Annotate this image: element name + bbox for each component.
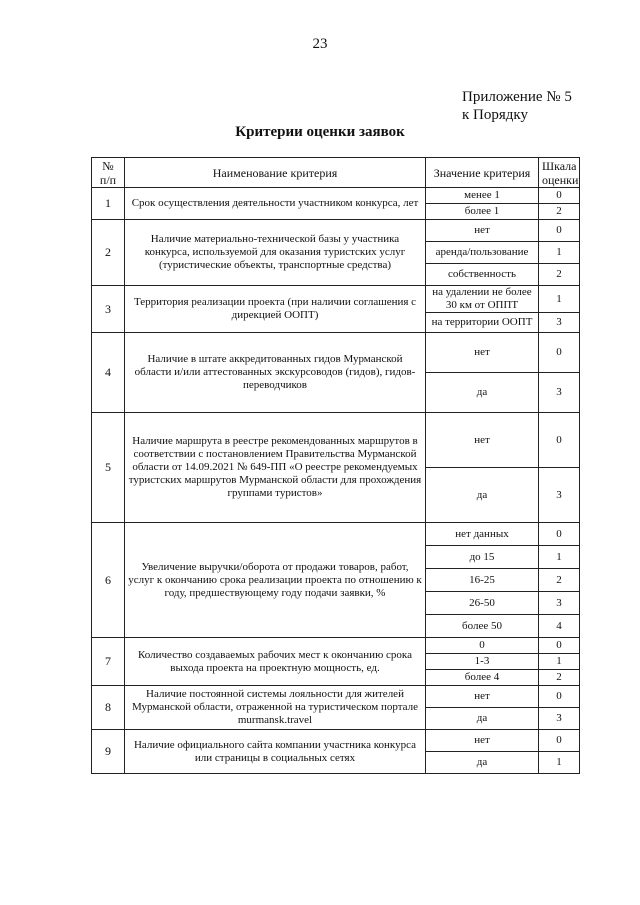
criterion-score: 0 — [539, 523, 580, 546]
table-header-row — [92, 158, 580, 188]
criterion-number: 4 — [92, 333, 125, 413]
table-row — [92, 188, 580, 204]
criterion-value: нет — [426, 686, 539, 708]
criterion-name: Территория реализации проекта (при наличии соглашения с дирекцией ООПТ) — [125, 286, 426, 333]
criterion-score: 3 — [539, 373, 580, 413]
criterion-value: аренда/пользование — [426, 242, 539, 264]
criterion-value: 1-3 — [426, 654, 539, 670]
table-row — [92, 730, 580, 752]
header-criterion-value: Значение критерия — [426, 158, 539, 188]
criterion-score: 3 — [539, 468, 580, 523]
criterion-value: да — [426, 373, 539, 413]
criterion-score: 2 — [539, 264, 580, 286]
criterion-score: 2 — [539, 569, 580, 592]
criterion-score: 1 — [539, 654, 580, 670]
criterion-name: Наличие официального сайта компании участника конкурса или страницы в социальных сетях — [125, 730, 426, 774]
criterion-score: 1 — [539, 546, 580, 569]
criterion-value: 0 — [426, 638, 539, 654]
criterion-value: собственность — [426, 264, 539, 286]
criterion-score: 2 — [539, 670, 580, 686]
criterion-value: на удалении не более 30 км от ОППТ — [426, 286, 539, 313]
criterion-value: да — [426, 752, 539, 774]
criterion-number: 9 — [92, 730, 125, 774]
criterion-score: 0 — [539, 333, 580, 373]
header-num — [92, 158, 125, 188]
criterion-value: нет данных — [426, 523, 539, 546]
criterion-number: 2 — [92, 220, 125, 286]
annex-line-2: к Порядку — [462, 107, 528, 123]
criterion-number: 5 — [92, 413, 125, 523]
annex-line-1: Приложение № 5 — [462, 89, 572, 105]
criterion-score: 4 — [539, 615, 580, 638]
criterion-value: более 4 — [426, 670, 539, 686]
criterion-score: 1 — [539, 242, 580, 264]
header-score — [539, 158, 580, 188]
criterion-name: Наличие в штате аккредитованных гидов Мурманской области и/или аттестованных экскурсоводов (гидов), гидов-переводчиков — [125, 333, 426, 413]
criterion-number: 1 — [92, 188, 125, 220]
page-number: 23 — [312, 36, 328, 52]
annex-reference — [462, 88, 572, 124]
criterion-score: 0 — [539, 686, 580, 708]
criterion-score: 3 — [539, 313, 580, 333]
criterion-name: Наличие маршрута в реестре рекомендованных маршрутов в соответствии с постановлением Правительства Мурманской области от 14.09.2021 № 649-ПП «О реестре рекомендуемых туристских маршрутов Мурманской области для прохождения группами туристов» — [125, 413, 426, 523]
criterion-value: более 50 — [426, 615, 539, 638]
header-criterion-name: Наименование критерия — [125, 158, 426, 188]
criterion-value: 26-50 — [426, 592, 539, 615]
criterion-value: да — [426, 468, 539, 523]
criteria-table — [91, 157, 580, 774]
criterion-score: 2 — [539, 204, 580, 220]
criterion-value: на территории ООПТ — [426, 313, 539, 333]
criterion-value: нет — [426, 333, 539, 373]
header-num-line-2: п/п — [99, 172, 117, 187]
criterion-score: 0 — [539, 188, 580, 204]
criterion-number: 3 — [92, 286, 125, 333]
criterion-value: 16-25 — [426, 569, 539, 592]
header-score-line-2: оценки — [542, 172, 579, 187]
criterion-name: Наличие материально-технической базы у участника конкурса, используемой для оказания туристских услуг (туристические объекты, транспортные средства) — [125, 220, 426, 286]
criterion-score: 0 — [539, 220, 580, 242]
criterion-name: Срок осуществления деятельности участником конкурса, лет — [125, 188, 426, 220]
criterion-score: 1 — [539, 286, 580, 313]
document-title: Критерии оценки заявок — [235, 124, 405, 140]
table-row — [92, 286, 580, 313]
table-row — [92, 523, 580, 546]
criterion-name: Увеличение выручки/оборота от продажи товаров, работ, услуг к окончанию срока реализации проекта по отношению к году, предшествующему году подачи заявки, % — [125, 523, 426, 638]
table-row — [92, 413, 580, 468]
table-row — [92, 333, 580, 373]
criterion-value: нет — [426, 730, 539, 752]
criterion-number: 7 — [92, 638, 125, 686]
criterion-score: 1 — [539, 752, 580, 774]
table-row — [92, 638, 580, 654]
criterion-score: 0 — [539, 730, 580, 752]
criterion-value: да — [426, 708, 539, 730]
criterion-name: Количество создаваемых рабочих мест к окончанию срока выхода проекта на проектную мощность, ед. — [125, 638, 426, 686]
criterion-value: до 15 — [426, 546, 539, 569]
criterion-value: более 1 — [426, 204, 539, 220]
header-num-line-1: № — [102, 158, 114, 173]
criterion-name: Наличие постоянной системы лояльности для жителей Мурманской области, отраженной на туристическом портале murmansk.travel — [125, 686, 426, 730]
criterion-score: 0 — [539, 413, 580, 468]
criterion-number: 6 — [92, 523, 125, 638]
criterion-score: 3 — [539, 708, 580, 730]
criterion-number: 8 — [92, 686, 125, 730]
criterion-score: 3 — [539, 592, 580, 615]
table-row — [92, 220, 580, 242]
header-score-line-1: Шкала — [542, 158, 577, 173]
table-row — [92, 686, 580, 708]
criterion-value: менее 1 — [426, 188, 539, 204]
criterion-value: нет — [426, 220, 539, 242]
criterion-score: 0 — [539, 638, 580, 654]
criterion-value: нет — [426, 413, 539, 468]
table-body — [92, 188, 580, 774]
